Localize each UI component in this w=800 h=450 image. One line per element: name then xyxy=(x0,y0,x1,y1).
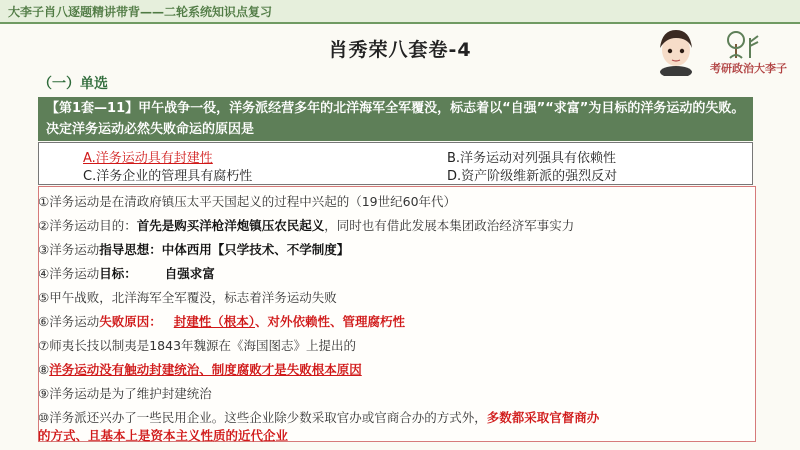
point-10-highlight: 多数都采取官督商办 xyxy=(486,410,600,425)
page-title: 肖秀荣八套卷-4 xyxy=(328,39,472,61)
option-b: B.洋务运动对列强具有依赖性 xyxy=(447,151,617,166)
banner-text: 大李子肖八逐题精讲带背——二轮系统知识点复习 xyxy=(8,5,273,19)
question-stem: 【第1套—11】甲午战争一役，洋务派经营多年的北洋海军全军覆没，标志着以“自强”“求富”为目标的洋务运动的失败。决定洋务运动必然失败命运的原因是 xyxy=(38,97,753,141)
section-title: （一）单选 xyxy=(38,76,108,92)
point-2 xyxy=(38,216,574,234)
point-6-prefix: ⑥洋务运动 xyxy=(38,314,100,329)
point-10-cont xyxy=(38,426,288,444)
point-10 xyxy=(38,408,599,426)
point-4-label: 目标： xyxy=(99,266,137,281)
point-4 xyxy=(38,264,215,282)
point-2-bold: 首先是购买洋枪洋炮镇压农民起义 xyxy=(136,218,325,233)
point-7: ⑦师夷长技以制夷是1843年魏源在《海国图志》上提出的 xyxy=(38,338,357,353)
point-8-text: 洋务运动没有触动封建统治、制度腐败才是失败根本原因 xyxy=(49,362,362,377)
point-2-prefix: ②洋务运动目的： xyxy=(38,218,137,233)
logo-tree-icon xyxy=(706,28,796,62)
option-a: A.洋务运动具有封建性 xyxy=(83,151,213,166)
point-4-prefix: ④洋务运动 xyxy=(38,266,100,281)
point-3-bold: 指导思想：中体西用【只学技术、不学制度】 xyxy=(99,242,350,257)
logo-text: 考研政治大李子 xyxy=(710,62,787,75)
point-8 xyxy=(38,360,362,378)
point-10-text: ⑩洋务派还兴办了一些民用企业。这些企业除少数采取官办或官商合办的方式外， xyxy=(38,410,487,425)
point-10-cont-text: 的方式、且基本上是资本主义性质的近代企业 xyxy=(38,428,289,443)
point-9: ⑨洋务运动是为了维护封建统治 xyxy=(38,386,212,401)
top-banner xyxy=(0,0,800,22)
point-3-prefix: ③洋务运动 xyxy=(38,242,100,257)
point-6-rest: 、对外依赖性、管理腐朽性 xyxy=(255,314,406,329)
avatar-icon xyxy=(650,24,702,76)
point-6-label: 失败原因： xyxy=(99,314,162,329)
point-2-rest: ，同时也有借此发展本集团政治经济军事实力 xyxy=(324,218,575,233)
point-3 xyxy=(38,240,349,258)
point-1: ①洋务运动是在清政府镇压太平天国起义的过程中兴起的（19世纪60年代） xyxy=(38,194,457,209)
logo xyxy=(706,28,796,78)
option-c: C.洋务企业的管理具有腐朽性 xyxy=(83,169,253,184)
option-d: D.资产阶级维新派的强烈反对 xyxy=(447,169,618,184)
point-6-root: 封建性（根本） xyxy=(173,314,255,329)
point-4-value: 自强求富 xyxy=(164,266,215,281)
options-box xyxy=(38,142,753,185)
point-6 xyxy=(38,312,405,330)
point-5: ⑤甲午战败，北洋海军全军覆没，标志着洋务运动失败 xyxy=(38,290,337,305)
point-8-prefix: ⑧ xyxy=(38,362,50,377)
